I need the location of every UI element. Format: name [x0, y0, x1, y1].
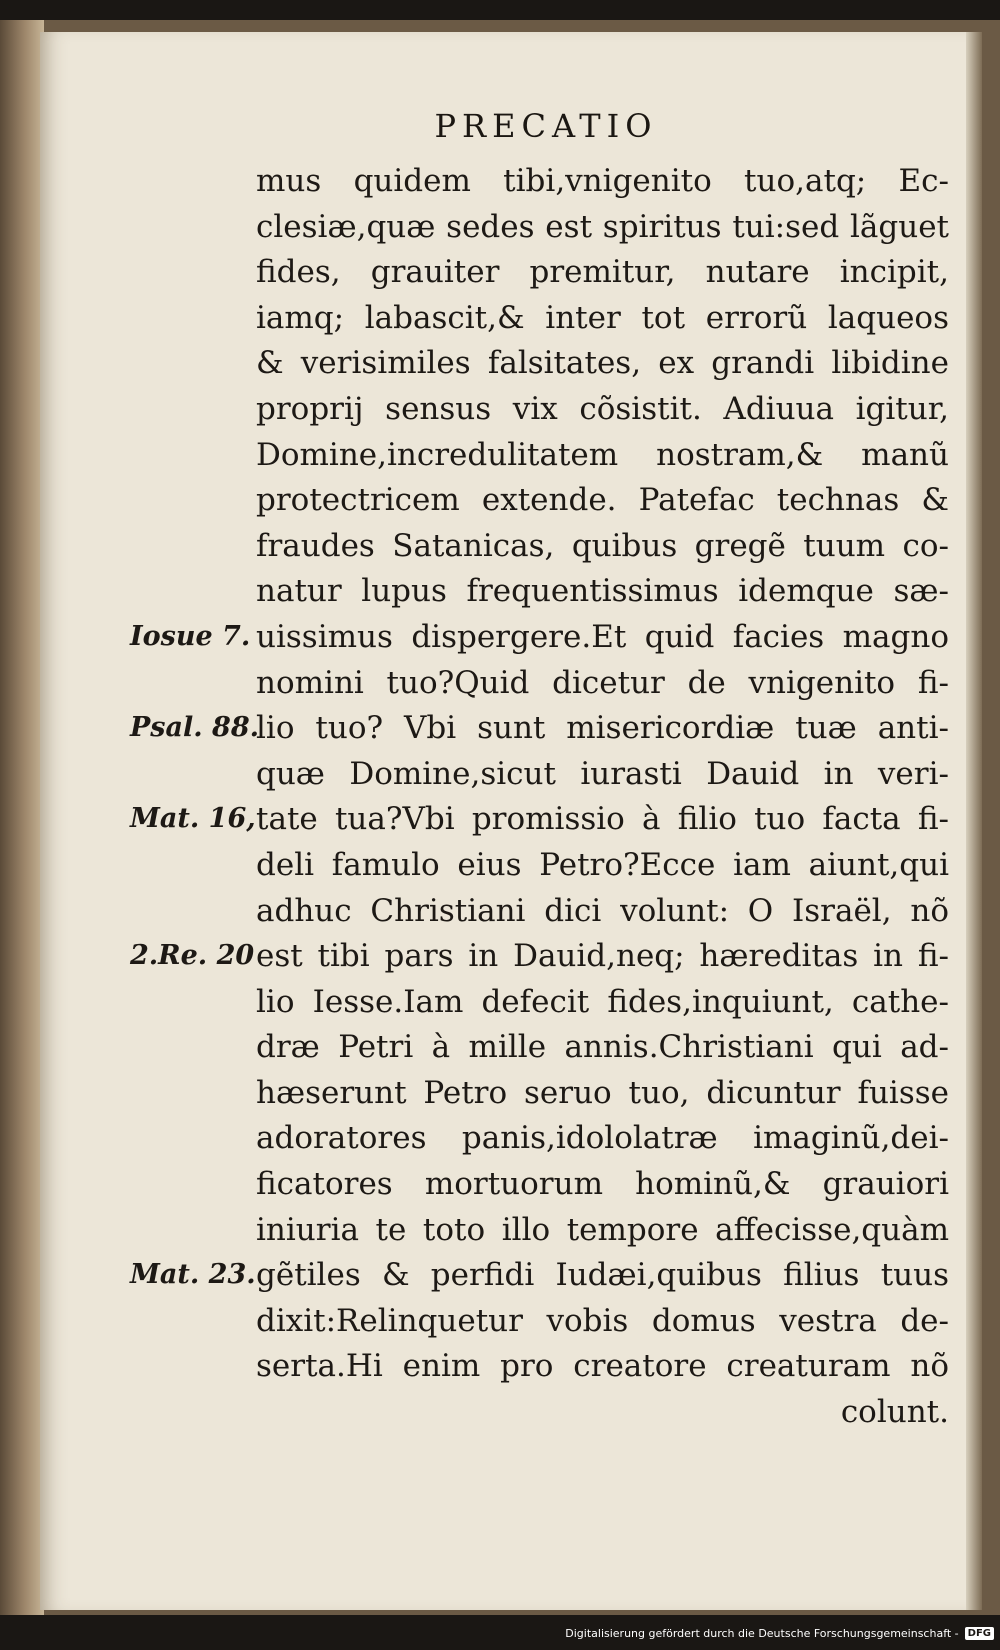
- text-line: natur lupus frequentissimus idemque sæ-: [256, 573, 949, 610]
- text-line: Domine,incredulitatem nostram,& manũ: [256, 436, 949, 473]
- text-line: deli famulo eius Petro?Ecce iam aiunt,qui: [256, 846, 949, 883]
- margin-note: Psal. 88.: [130, 712, 260, 744]
- text-line: clesiæ,quæ sedes est spiritus tui:sed lãguet: [256, 208, 949, 245]
- text-line: proprij sensus vix cõsistit. Adiuua igitur,: [256, 390, 949, 427]
- text-line: quæ Domine,sicut iurasti Dauid in veri-: [256, 755, 949, 792]
- text-line: est tibi pars in Dauid,neq; hæreditas in fi-: [256, 938, 949, 975]
- page-edge: [966, 32, 982, 1610]
- text-line: adoratores panis,idololatræ imaginũ,dei-: [256, 1120, 949, 1157]
- text-line: nomini tuo?Quid dicetur de vnigenito fi-: [256, 664, 949, 701]
- text-line: iniuria te toto illo tempore affecisse,quàm: [256, 1211, 949, 1248]
- running-head: PRECATIO: [434, 107, 658, 145]
- book: [0, 20, 1000, 1615]
- text-line: lio Iesse.Iam defecit fides,inquiunt, cathe-: [256, 983, 949, 1020]
- text-line: mus quidem tibi,vnigenito tuo,atq; Ec-: [256, 163, 949, 199]
- text-line: hæserunt Petro seruo tuo, dicuntur fuisse: [256, 1074, 949, 1111]
- margin-note: Mat. 23.: [130, 1259, 256, 1291]
- text-line: tate tua?Vbi promissio à filio tuo facta fi-: [256, 801, 949, 838]
- text-line: fides, grauiter premitur, nutare incipit,: [256, 254, 949, 291]
- book-spine: [0, 20, 44, 1615]
- book-page: [40, 32, 982, 1610]
- text-line: dræ Petri à mille annis.Christiani qui ad-: [256, 1029, 949, 1066]
- text-line: adhuc Christiani dici volunt: O Israël, nõ: [256, 892, 949, 929]
- margin-note: Iosue 7.: [130, 621, 251, 652]
- text-line: iamq; labascit,& inter tot errorũ laqueos: [256, 299, 949, 336]
- footer-credit: Digitalisierung gefördert durch die Deutsche Forschungsgemeinschaft -: [565, 1626, 959, 1640]
- text-line: lio tuo? Vbi sunt misericordiæ tuæ anti-: [256, 710, 949, 747]
- text-block: [256, 159, 949, 1436]
- text-line: fraudes Satanicas, quibus gregẽ tuum co-: [256, 527, 949, 564]
- margin-note: 2.Re. 20: [130, 940, 255, 972]
- text-line: ficatores mortuorum hominũ,& grauiori: [256, 1166, 949, 1203]
- margin-note: Mat. 16,: [130, 803, 256, 835]
- text-line: colunt.: [840, 1394, 949, 1431]
- text-line: & verisimiles falsitates, ex grandi libidine: [256, 345, 949, 382]
- dfg-logo: DFG: [965, 1627, 994, 1640]
- text-line: uissimus dispergere.Et quid facies magno: [256, 618, 949, 655]
- text-line: gẽtiles & perfidi Iudæi,quibus filius tuus: [256, 1257, 949, 1294]
- text-line: dixit:Relinquetur vobis domus vestra de-: [256, 1302, 949, 1339]
- text-line: serta.Hi enim pro creatore creaturam nõ: [256, 1348, 949, 1385]
- text-line: protectricem extende. Patefac technas &: [256, 482, 949, 519]
- digitization-footer: [565, 1620, 994, 1646]
